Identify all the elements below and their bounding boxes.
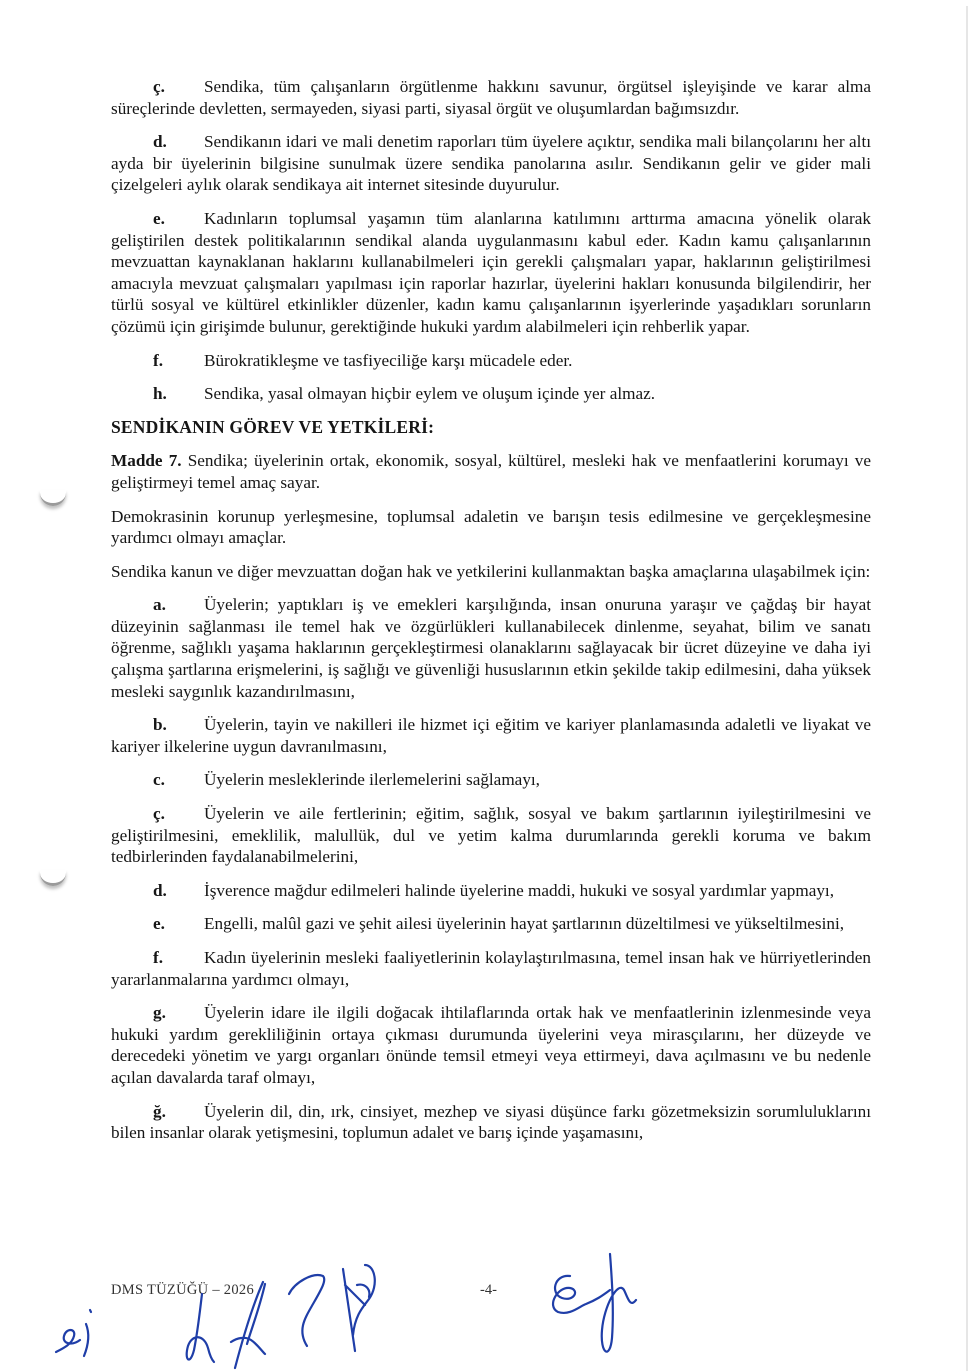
duty-marker: e. (153, 914, 165, 934)
duty-a (111, 594, 871, 702)
duty-text: Üyelerin, tayin ve nakilleri ile hizmet içi eğitim ve kariyer planlamasında adaletli ve liyakat ve kariyer ilkelerine uygun davranılmasını, (111, 715, 871, 756)
duty-text: Üyelerin idare ile ilgili doğacak ihtilaflarında ortak hak ve menfaatlerinin izlenmesinde veya hukuki yardım gerekliliğinin ortaya çıkması durumunda üyelerini veya mirasçılarını, her düzeyde ve derecedeki yönetim ve yargı organları önünde temsil etmeyi veya ettirmeyi, dava açılmasını ve bu nedenle açılan davalarda taraf olmayı, (111, 1003, 871, 1087)
document-page (111, 76, 871, 1156)
page-number: -4- (480, 1282, 497, 1298)
intro-paragraph: Sendika kanun ve diğer mevzuattan doğan hak ve yetkilerini kullanmaktan başka amaçlarına ulaşabilmek için: (111, 561, 871, 581)
punch-hole-mark (40, 490, 66, 506)
clause-text: Kadınların toplumsal yaşamın tüm alanlarına katılımını arttırma amacına yönelik olarak geliştirilen destek politikalarının sendikal alanda uygulanmasını kabul eder. Kadın kamu çalışanlarının mevzuattan kaynaklanan haklarını kullanabilmeleri için gerekli çalışmaları yapar, haklarının geliştirilmesi amacıyla mevzuat çalışmaları yapılması için raporlar hazırlar, üyelerini hakları konusunda bilgilendirir, her türlü sosyal ve kültürel etkinlikler düzenler, kadın kamu çalışanlarının işyerlerinde yaşadıkları sorunların çözümü için girişimde bulunur, gerektiğinde hukuki yardım alabilmeleri için rehberlik yapar. (111, 208, 871, 336)
duty-text: İşverence mağdur edilmeleri halinde üyelerine maddi, hukuki ve sosyal yardımlar yapmayı, (204, 880, 834, 900)
signature-5 (335, 1255, 385, 1355)
duty-marker: g. (153, 1003, 166, 1023)
duty-marker: a. (153, 595, 166, 615)
duty-marker: d. (153, 880, 167, 900)
clause-e (111, 208, 871, 338)
clause-d (111, 131, 871, 196)
duty-marker: b. (153, 715, 167, 735)
duty-g-breve (111, 1101, 871, 1144)
duty-text: Üyelerin dil, din, ırk, cinsiyet, mezhep ve siyasi düşünce farkı gözetmeksizin sorumluluklarını bilen insanlar olarak yetişmesini, toplumun adalet ve barış içinde yaşamasını, (111, 1101, 871, 1143)
article-7 (111, 450, 871, 493)
page-edge-line (966, 6, 968, 1371)
clause-text: Sendika, tüm çalışanların örgütlenme hakkını savunur, örgütsel işleyişinde ve karar alma süreçlerinde devletten, sermayeden, siyasi parti, siyasal örgüt ve oluşumlardan bağımsızdır. (111, 77, 871, 118)
clause-text: Sendikanın idari ve mali denetim raporları tüm üyelere açıktır, sendika mali bilançolarını her altı ayda bir üyelerinin bilgisine sunulmak üzere sendika panolarına asılır. Sendikanın gelir ve gider mali çizelgeleri aylık olarak sendikaya ait internet sitesinde duyurulur. (111, 132, 871, 195)
article-text: Sendika; üyelerinin ortak, ekonomik, sosyal, kültürel, mesleki hak ve menfaatlerini korumayı ve geliştirmeyi temel amaç sayar. (111, 451, 871, 492)
clause-h (111, 383, 871, 405)
duty-text: Engelli, malûl gazi ve şehit ailesi üyelerinin hayat şartlarının düzeltilmesi ve yükseltilmesini, (204, 914, 845, 934)
signature-3 (225, 1280, 275, 1370)
duty-c-cedilla (111, 803, 871, 868)
article-label: Madde 7. (111, 451, 182, 471)
duty-marker: ğ. (153, 1101, 166, 1121)
signature-6 (540, 1250, 650, 1370)
duty-marker: f. (153, 948, 164, 967)
duty-b (111, 714, 871, 757)
clause-marker: ç. (153, 77, 165, 96)
clause-f (111, 350, 871, 372)
duty-e (111, 913, 871, 935)
intro-paragraph: Demokrasinin korunup yerleşmesine, toplumsal adaletin ve barışın tesis edilmesine ve gerçekleşmesine yardımcı olmayı amaçlar. (111, 506, 871, 548)
section-heading: SENDİKANIN GÖREV VE YETKİLERİ: (111, 416, 435, 437)
duty-text: Üyelerin ve aile fertlerinin; eğitim, sağlık, sosyal ve bakım şartlarının iyileştirilmesini ve geliştirilmesini, emeklilik, malullük, dul ve yetim kalma durumlarında gerekli koruma ve bakım tedbirlerinden faydalanabilmelerini, (111, 804, 871, 867)
clause-marker: e. (153, 208, 165, 228)
clause-text: Sendika, yasal olmayan hiçbir eylem ve oluşum içinde yer almaz. (204, 384, 656, 404)
signature-4 (285, 1270, 335, 1350)
clause-marker: f. (153, 350, 164, 370)
clause-text: Bürokratikleşme ve tasfiyeciliğe karşı mücadele eder. (204, 350, 573, 370)
footer-title: DMS TÜZÜĞÜ – 2026 (111, 1282, 254, 1298)
signature-1 (50, 1300, 120, 1360)
duty-text: Üyelerin; yaptıkları iş ve emekleri karşılığında, insan onuruna yaraşır ve çağdaş bir hayat düzeyinin sağlanması ile temel hak ve özgürlükleri kullanabilecek dinlenme, seyahat, bilim ve sanatı öğrenme, sağlıklı yaşama haklarının gerçekleştirmesi olanaklarını sağlayacak bir ücret düzeyine ve daha iyi çalışma şartlarına erişmelerini, iş sağlığı ve güvenliği hususlarının etkin şekilde takip edilmesini, daha yüksek mesleki saygınlık kazandırılmasını, (111, 595, 871, 701)
duty-c (111, 769, 871, 791)
duty-text: Üyelerin mesleklerinde ilerlemelerini sağlamayı, (204, 770, 540, 790)
duty-marker: c. (153, 770, 165, 790)
clause-c-cedilla (111, 76, 871, 119)
duty-marker: ç. (153, 804, 165, 824)
duty-g (111, 1002, 871, 1088)
punch-hole-mark (40, 870, 66, 886)
duty-f (111, 947, 871, 990)
clause-marker: h. (153, 384, 167, 404)
duty-text: Kadın üyelerinin mesleki faaliyetlerinin kolaylaştırılmasına, temel insan hak ve hürriyetlerinden yararlanmalarına yardımcı olmayı, (111, 948, 871, 989)
clause-marker: d. (153, 132, 167, 152)
duty-d (111, 880, 871, 902)
signature-2 (180, 1290, 220, 1370)
